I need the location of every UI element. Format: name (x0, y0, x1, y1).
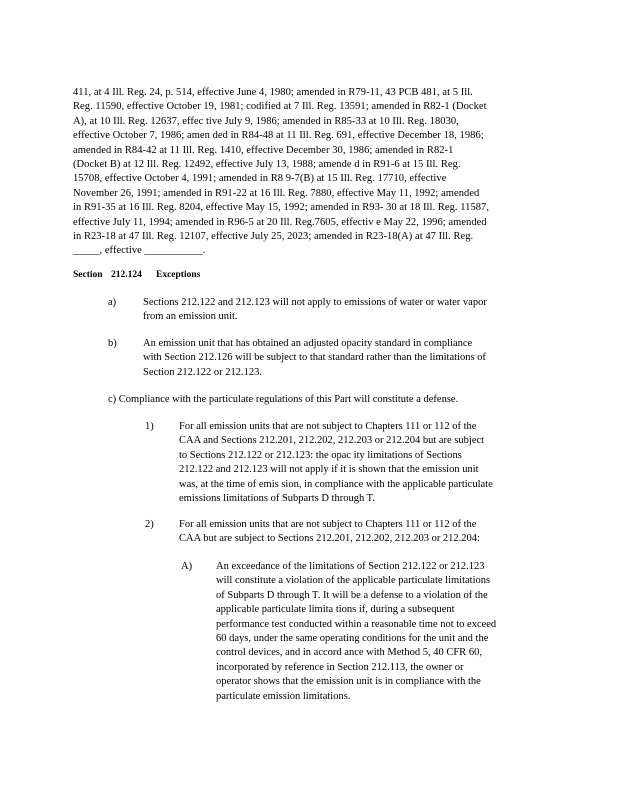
item-b-label: b) (108, 338, 117, 349)
item-c2a-line: will constitute a violation of the applicable particulate limitations (216, 575, 491, 587)
item-c2-line: CAA but are subject to Sections 212.201, 212.202, 212.203 or 212.204: (179, 533, 480, 545)
item-c1-label: 1) (145, 421, 154, 432)
history-line: A), at 10 Ill. Reg. 12637, effec tive July 9, 1986; amended in R85-33 at 10 Ill. Reg. 18030, (73, 115, 459, 127)
item-c-line: c) Compliance with the particulate regulations of this Part will constitute a defense. (108, 394, 459, 405)
item-a-line: Sections 212.122 and 212.123 will not apply to emissions of water or water vapor (143, 297, 487, 308)
section-title: Exceptions (156, 270, 201, 280)
item-c2-label: 2) (145, 519, 154, 530)
history-line: in R23-18 at 47 Ill. Reg. 12107, effective July 25, 2023; amended in R23-18(A) at 47 Ill. Reg. (73, 231, 474, 243)
history-line: November 26, 1991; amended in R91-22 at 16 Ill. Reg. 7880, effective May 11, 1992; amended (73, 187, 480, 199)
item-c2a-line: operator shows that the emission unit is in compliance with the (216, 676, 481, 688)
history-line: 15708, effective October 4, 1991; amended in R8 9-7(B) at 15 Ill. Reg. 17710, effective (73, 173, 447, 185)
item-c2a-line: of Subparts D through T. It will be a defense to a violation of the (216, 589, 488, 601)
history-line: (Docket B) at 12 Ill. Reg. 12492, effective July 13, 1988; amende d in R91-6 at 15 Ill. Reg. (73, 159, 461, 171)
item-c1-line: CAA and Sections 212.201, 212.202, 212.203 or 212.204 but are subject (179, 435, 485, 447)
item-c2a-line: performance test conducted within a reasonable time not to exceed (216, 618, 497, 630)
source-history-note (73, 86, 533, 259)
history-line: 411, at 4 Ill. Reg. 24, p. 514, effective June 4, 1980; amended in R79-11, 43 PCB 481, at 5 Ill. (73, 87, 473, 98)
item-c1-line: was, at the time of emis sion, in compliance with the applicable particulate (179, 478, 493, 490)
history-line: in R91-35 at 16 Ill. Reg. 8204, effective May 15, 1992; amended in R93- 30 at 18 Ill. Reg. 11587, (73, 202, 490, 214)
item-c1-line: 212.122 and 212.123 will not apply if it is shown that the emission unit (179, 464, 479, 476)
item-c-text (108, 393, 458, 407)
history-line: amended in R84-42 at 11 Ill. Reg. 1410, effective December 30, 1986; amended in R82-1 (73, 144, 454, 156)
history-line: Reg. 11590, effective October 19, 1981; codified at 7 Ill. Reg. 13591; amended in R82-1 (Docket (73, 101, 487, 113)
section-heading (73, 268, 200, 282)
item-c1-line: to Sections 212.122 or 212.123: the opac ity limitations of Sections (179, 449, 462, 461)
item-a-label: a) (108, 297, 117, 308)
item-c1-text (179, 420, 493, 506)
item-c2a-label: A) (181, 561, 193, 572)
item-c2a-line: control devices, and in accord ance with Method 5, 40 CFR 60, (216, 647, 482, 659)
item-c2a-line: 60 days, under the same operating conditions for the unit and the (216, 633, 489, 645)
item-b-text (143, 337, 486, 380)
item-c1-line: emissions limitations of Subparts D through T. (179, 493, 375, 505)
section-number: 212.124 (111, 270, 142, 280)
item-c2a-line: incorporated by reference in Section 212.113, the owner or (216, 661, 464, 673)
item-c2-text (179, 518, 480, 547)
history-line: effective October 7, 1986; amen ded in R84-48 at 11 Ill. Reg. 691, effective December 18, 1986; (73, 130, 484, 142)
item-c2-line: For all emission units that are not subject to Chapters 111 or 112 of the (179, 519, 477, 530)
item-c2a-line: applicable particulate limita tions if, during a subsequent (216, 604, 455, 616)
item-c1-line: For all emission units that are not subject to Chapters 111 or 112 of the (179, 421, 477, 432)
item-a-line: from an emission unit. (143, 311, 238, 323)
item-a-text (143, 296, 487, 325)
item-b-line: with Section 212.126 will be subject to that standard rather than the limitations of (143, 352, 486, 364)
item-b-line: Section 212.122 or 212.123. (143, 366, 262, 378)
item-c2a-text (216, 560, 496, 704)
history-line: _____, effective ___________. (73, 245, 206, 257)
item-c2a-line: An exceedance of the limitations of Section 212.122 or 212.123 (216, 561, 485, 572)
item-b-line: An emission unit that has obtained an adjusted opacity standard in compliance (143, 338, 473, 349)
section-label: Section (73, 270, 103, 280)
item-c2a-line: particulate emission limitations. (216, 690, 351, 702)
history-line: effective July 11, 1994; amended in R96-5 at 20 Ill. Reg.7605, effectiv e May 22, 1996; amended (73, 216, 487, 228)
